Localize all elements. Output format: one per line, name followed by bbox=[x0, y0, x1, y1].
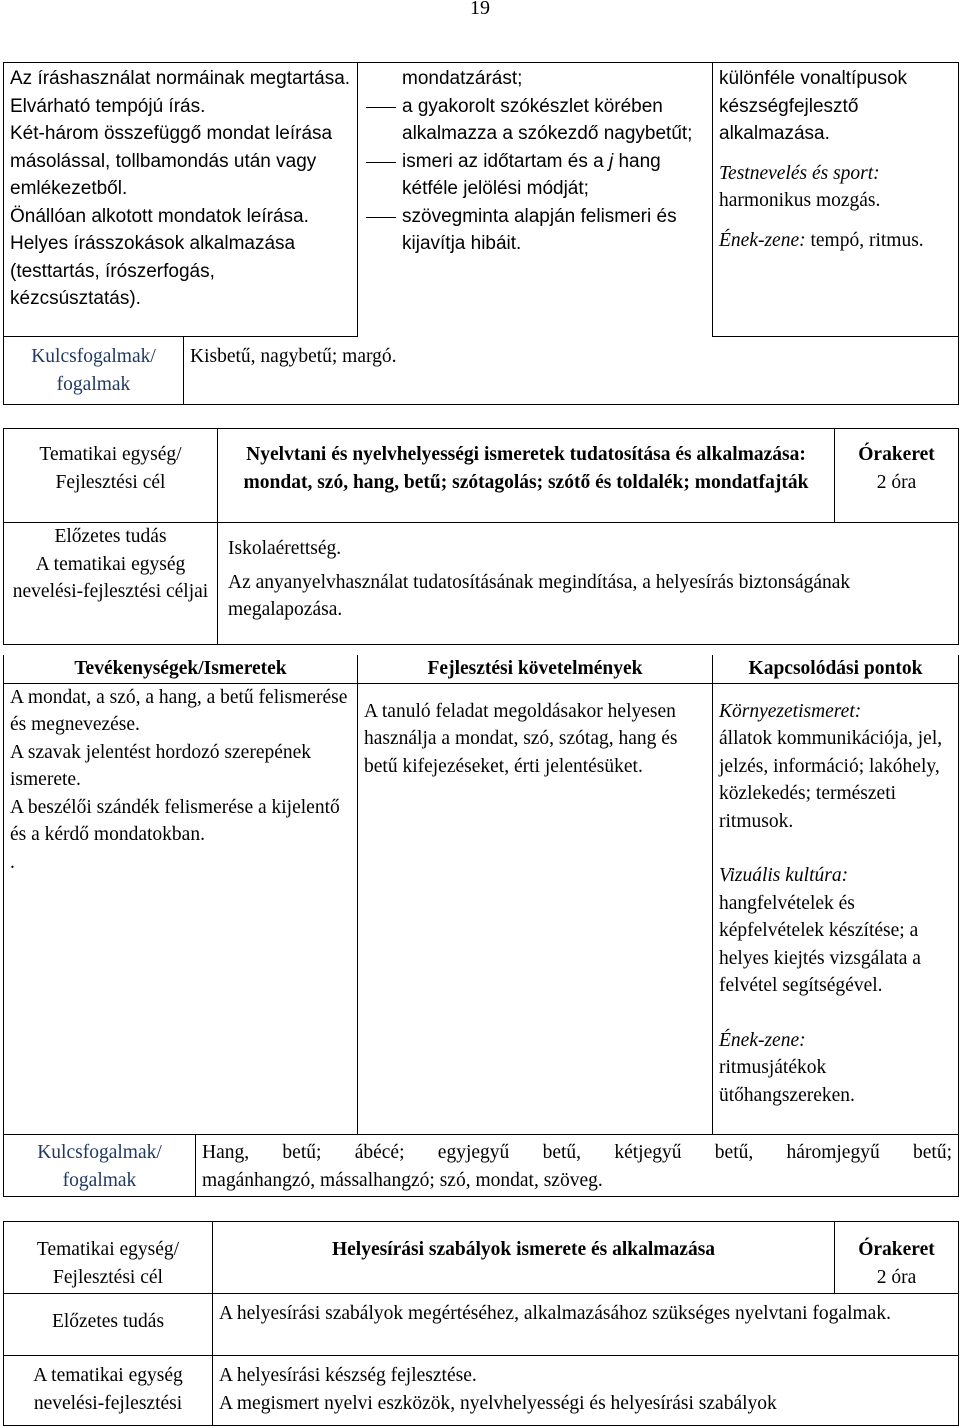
hours-value: 2 óra bbox=[876, 1266, 917, 1288]
activities-cell bbox=[4, 63, 358, 337]
link-subject: Ének-zene: bbox=[719, 1029, 806, 1051]
column-header: Kapcsolódási pontok bbox=[713, 655, 959, 683]
table-unit-grammar-content bbox=[3, 655, 959, 1135]
hours-cell bbox=[835, 429, 959, 523]
link-text: különféle vonaltípusok készségfejlesztő alkalmazása. bbox=[719, 68, 908, 144]
key-concepts-line: Hang, betű; ábécé; egyjegyű betű, kétjegyű betű, háromjegyű betű; bbox=[202, 1142, 952, 1163]
prior-knowledge-label: Előzetes tudás bbox=[54, 526, 167, 547]
hours-value: 2 óra bbox=[876, 471, 917, 493]
list-item: A szavak jelentést hordozó szerepének ismerete. bbox=[10, 741, 312, 790]
page-number: 19 bbox=[470, 0, 490, 19]
unit-label: Tematikai egység/ Fejlesztési cél bbox=[4, 1222, 213, 1294]
column-header: Tevékenységek/Ismeretek bbox=[4, 655, 358, 683]
key-concepts-value bbox=[196, 1134, 959, 1196]
dash-bullet-icon bbox=[364, 148, 402, 203]
list-item: A mondat, a szó, a hang, a betű felismerése és megnevezése. bbox=[10, 686, 348, 735]
table-unit-grammar bbox=[3, 428, 959, 645]
link-text: tempó, ritmus. bbox=[810, 229, 924, 251]
list-item: Helyes írásszokások alkalmazása (testtartás, írószerfogás, kézcsúsztatás). bbox=[10, 233, 296, 309]
unit-title: Helyesírási szabályok ismerete és alkalmazása bbox=[213, 1222, 835, 1294]
key-concepts-line: magánhangzó, mássalhangzó; szó, mondat, szöveg. bbox=[202, 1169, 603, 1191]
list-item: Az íráshasználat normáinak megtartása. bbox=[10, 68, 351, 89]
list-item: ismeri az időtartam és a j hang kétféle jelölési módját; bbox=[402, 150, 661, 199]
list-item: Két-három összefüggő mondat leírása másolással, tollbamondás után vagy emlékezetből. bbox=[10, 123, 333, 199]
requirements-cell: A tanuló feladat megoldásakor helyesen használja a mondat, szó, szótag, hang és betű kifejezéseket, érti jelentésüket. bbox=[358, 683, 713, 1134]
list-item: Önállóan alkotott mondatok leírása. bbox=[10, 205, 309, 227]
unit-title: Nyelvtani és nyelvhelyességi ismeretek tudatosítása és alkalmazása: mondat, szó, hang, betű; szótagolás; szótő és toldalék; mondatfajták bbox=[218, 429, 835, 523]
key-concepts-value: Kisbetű, nagybetű; margó. bbox=[184, 337, 959, 405]
table-key-concepts bbox=[3, 1134, 959, 1197]
links-cell bbox=[713, 63, 959, 337]
goals-value bbox=[213, 1356, 959, 1426]
prior-knowledge-value: Iskolaérettség. bbox=[228, 538, 342, 559]
list-item: Elvárható tempójú írás. bbox=[10, 95, 206, 117]
prior-knowledge-value: A helyesírási szabályok megértéséhez, alkalmazásához szükséges nyelvtani fogalmak. bbox=[213, 1294, 959, 1356]
goals-label: A tematikai egység nevelési-fejlesztési bbox=[4, 1356, 213, 1426]
list-item: szövegminta alapján felismeri és kijavítja hibáit. bbox=[402, 205, 677, 254]
link-subject: Környezetismeret: bbox=[719, 700, 862, 722]
list-item: a gyakorolt szókészlet körében alkalmazza a szókezdő nagybetűt; bbox=[402, 95, 693, 144]
link-text: hangfelvételek és képfelvételek készítése; a helyes kiejtés vizsgálata a felvétel segítségével. bbox=[719, 892, 921, 996]
link-text: ritmusjátékok ütőhangszereken. bbox=[719, 1057, 855, 1106]
prior-knowledge-label: Előzetes tudás bbox=[4, 1294, 213, 1356]
goals-line: A megismert nyelvi eszközök, nyelvhelyességi és helyesírási szabályok bbox=[219, 1392, 777, 1414]
link-subject: Testnevelés és sport: bbox=[719, 162, 880, 184]
link-subject: Ének-zene: bbox=[719, 229, 806, 251]
key-concepts-label: Kulcsfogalmak/ fogalmak bbox=[4, 337, 184, 405]
hours-label: Órakeret bbox=[858, 444, 935, 465]
list-item: A beszélői szándék felismerése a kijelentő és a kérdő mondatokban. bbox=[10, 796, 340, 845]
activities-cell bbox=[4, 683, 358, 1134]
key-concepts-label: Kulcsfogalmak/ fogalmak bbox=[4, 1134, 196, 1196]
link-subject: Vizuális kultúra: bbox=[719, 865, 849, 886]
requirements-cell bbox=[358, 63, 713, 337]
table-unit-spelling bbox=[3, 1221, 959, 1426]
prior-goals-values bbox=[218, 523, 959, 645]
dash-bullet-icon bbox=[364, 93, 402, 148]
dash-bullet-icon bbox=[364, 203, 402, 258]
prior-goals-labels bbox=[4, 523, 218, 645]
list-item: mondatzárást; bbox=[402, 68, 523, 89]
table-continuation bbox=[3, 62, 959, 405]
unit-label: Tematikai egység/ Fejlesztési cél bbox=[4, 429, 218, 523]
hours-label: Órakeret bbox=[858, 1239, 935, 1260]
hours-cell bbox=[835, 1222, 959, 1294]
link-text: állatok kommunikációja, jel, jelzés, információ; lakóhely, közlekedés; természeti ritmusok. bbox=[719, 728, 943, 832]
links-cell bbox=[713, 683, 959, 1134]
link-text: harmonikus mozgás. bbox=[719, 190, 881, 211]
list-item: . bbox=[10, 851, 15, 873]
goals-label: A tematikai egység nevelési-fejlesztési céljai bbox=[12, 553, 209, 602]
column-header: Fejlesztési követelmények bbox=[358, 655, 713, 683]
goals-value: Az anyanyelvhasználat tudatosításának megindítása, a helyesírás biztonságának megalapozása. bbox=[228, 571, 851, 620]
goals-line: A helyesírási készség fejlesztése. bbox=[219, 1365, 477, 1386]
